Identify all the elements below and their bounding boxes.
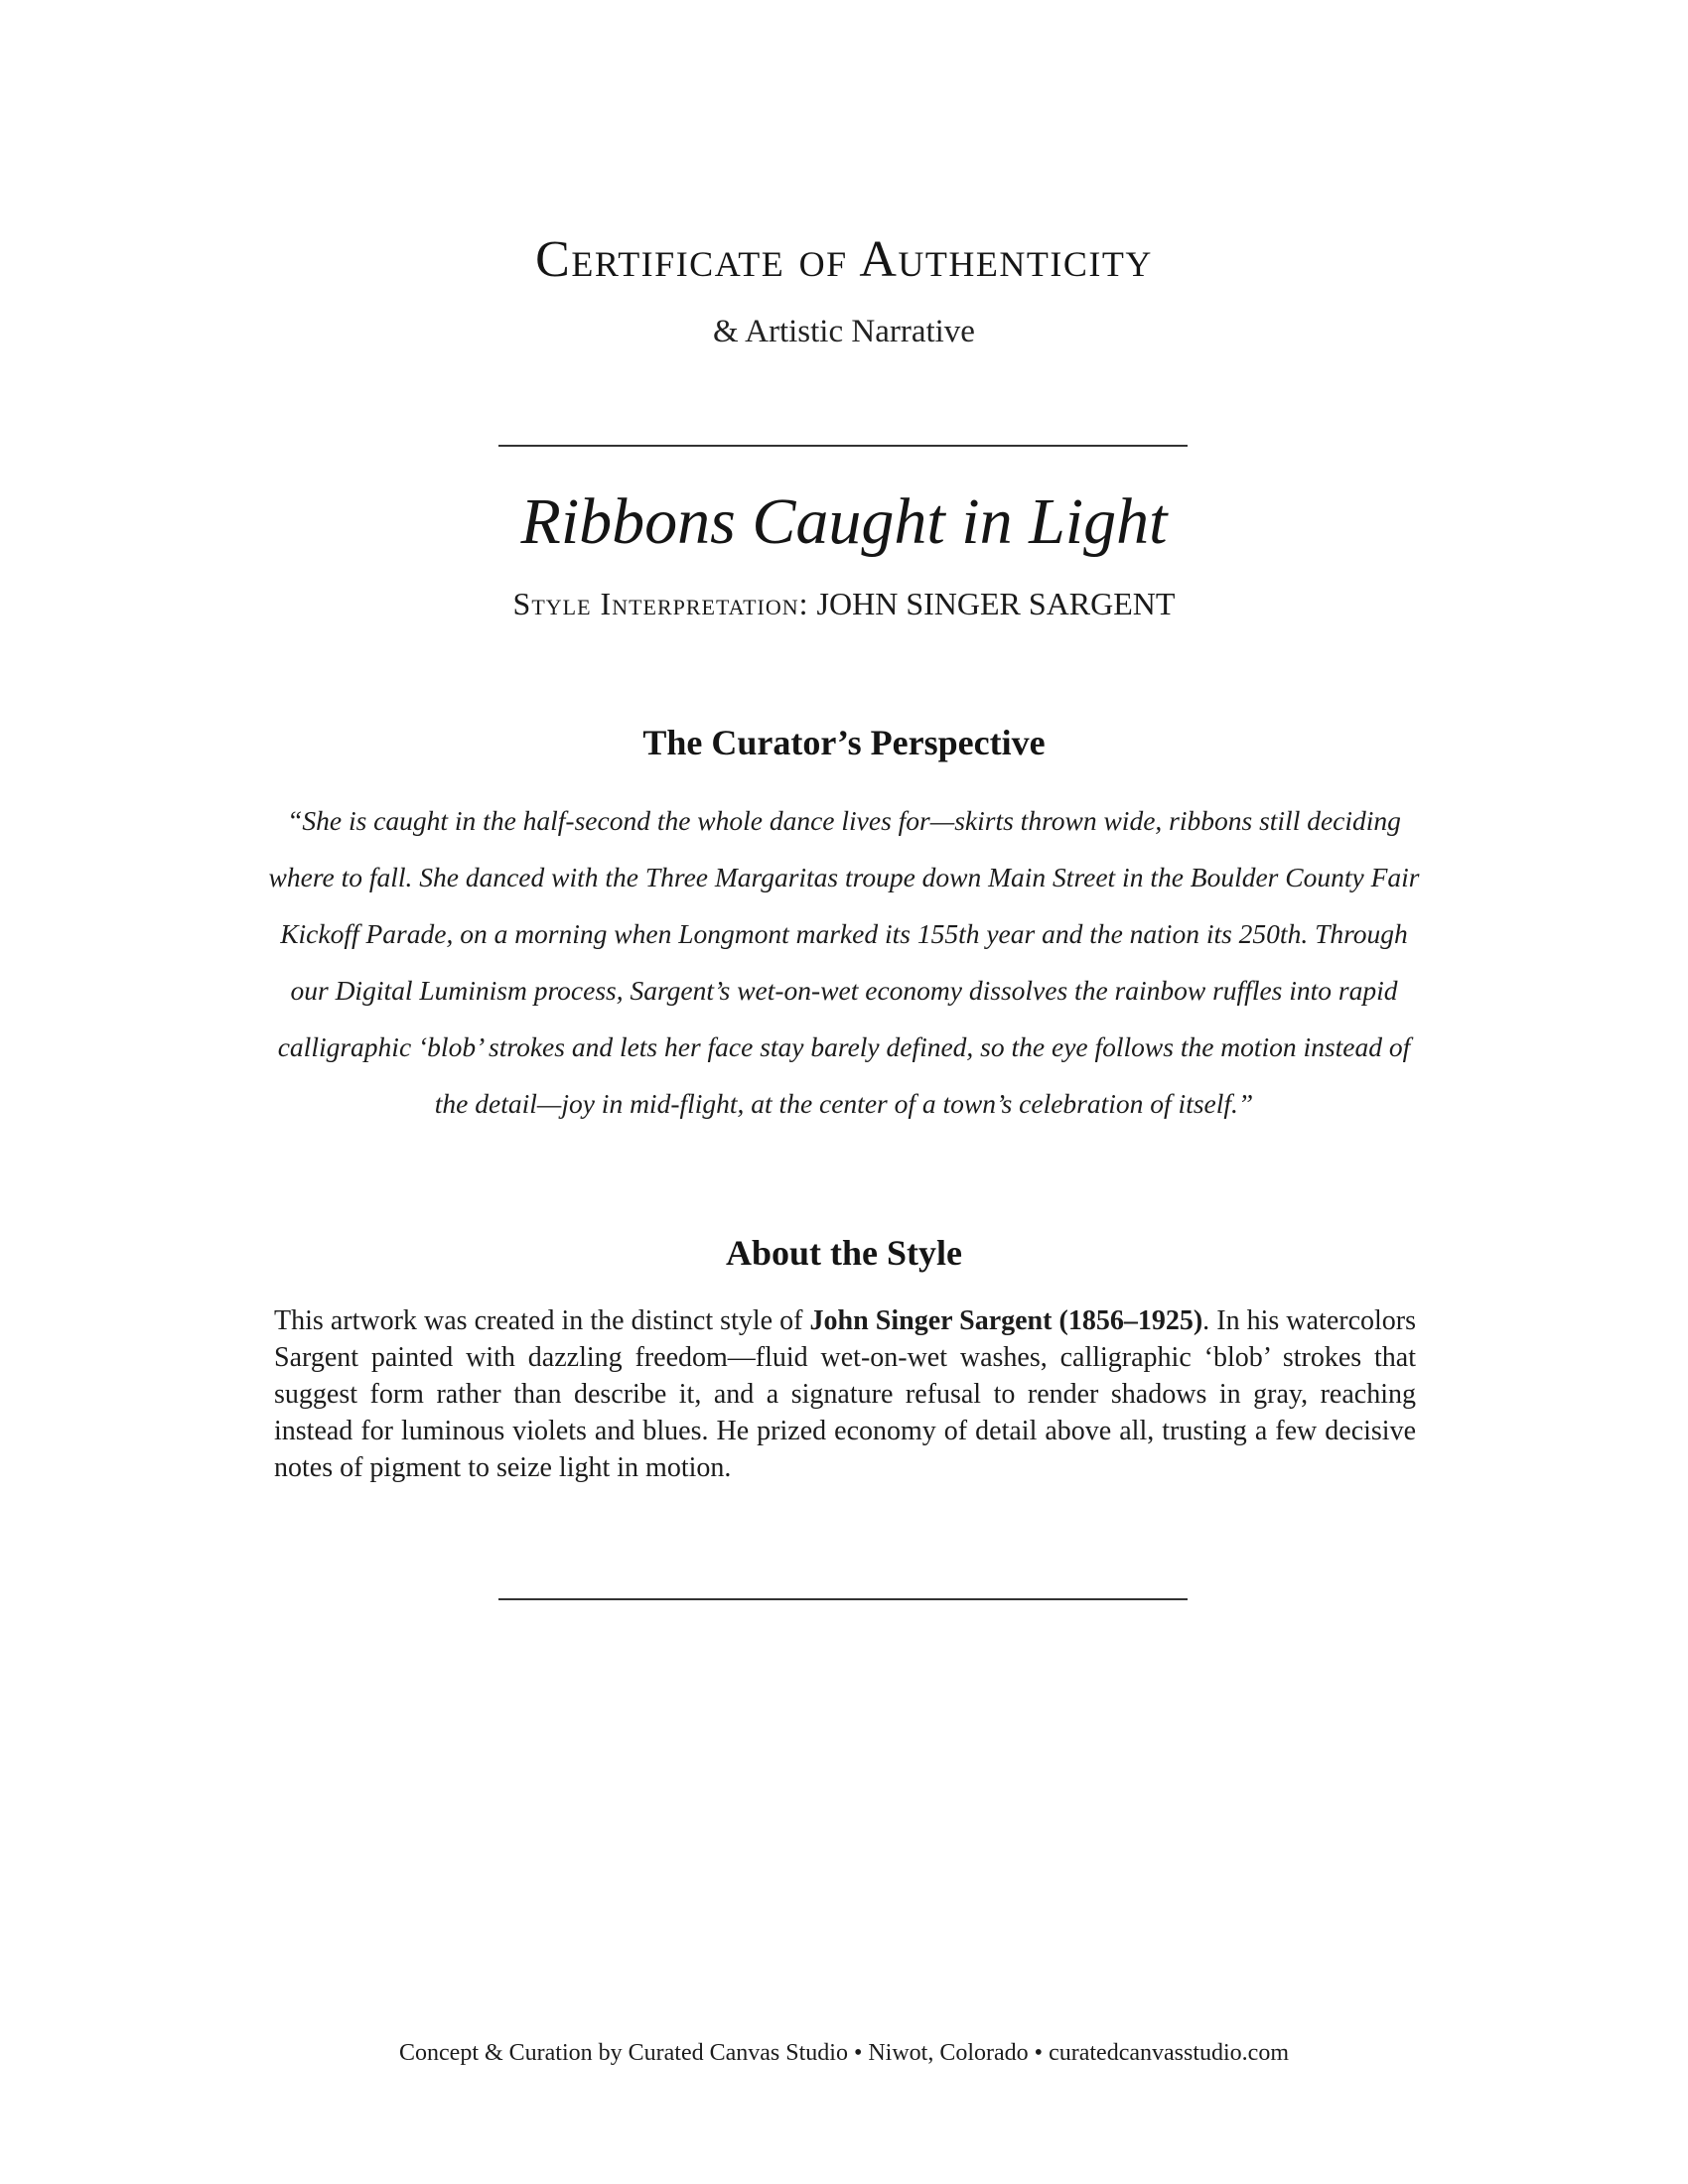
- about-body-text: . In his watercolors Sargent painted with dazzling freedom—fluid wet-on-wet washes, calligraphic ‘blob’ strokes that suggest form rather than describe it, and a signature refusal to render shadows in gray, reaching instead for luminous violets and blues. He prized economy of detail above all, trusting a few decisive notes of pigment to seize light in motion.: [274, 1305, 1417, 1483]
- footer-credits: Concept & Curation by Curated Canvas Studio • Niwot, Colorado • curatedcanvasstudio.com: [399, 2040, 1289, 2066]
- bottom-divider: [498, 1598, 1188, 1600]
- about-style-paragraph: [274, 1302, 1416, 1486]
- about-intro-text: This artwork was created in the distinct style of: [274, 1305, 810, 1336]
- style-interpretation-label: Style Interpretation:: [512, 586, 809, 621]
- curator-heading: The Curator’s Perspective: [642, 723, 1046, 762]
- curator-quote: “She is caught in the half-second the whole dance lives for—skirts thrown wide, ribbons still deciding where to fall. She danced with the Three Margaritas troupe down Main Street in the Boulder County Fair Kickoff Parade, on a morning when Longmont marked its 155th year and the nation its 250th. Through our Digital Luminism process, Sargent’s wet-on-wet economy dissolves the rainbow ruffles into rapid calligraphic ‘blob’ strokes and lets her face stay barely defined, so the eye follows the motion instead of the detail—joy in mid-flight, at the center of a town’s celebration of itself.”: [268, 805, 1420, 1119]
- about-style-heading: About the Style: [725, 1233, 962, 1273]
- top-divider: [498, 445, 1188, 447]
- about-artist-name: John Singer Sargent (1856–1925): [809, 1305, 1203, 1336]
- certificate-subtitle: & Artistic Narrative: [713, 314, 975, 349]
- style-artist-name: JOHN SINGER SARGENT: [816, 586, 1176, 621]
- style-interpretation-line: [0, 588, 1688, 619]
- artwork-title: Ribbons Caught in Light: [520, 485, 1168, 558]
- certificate-title: Certificate of Authenticity: [535, 231, 1153, 288]
